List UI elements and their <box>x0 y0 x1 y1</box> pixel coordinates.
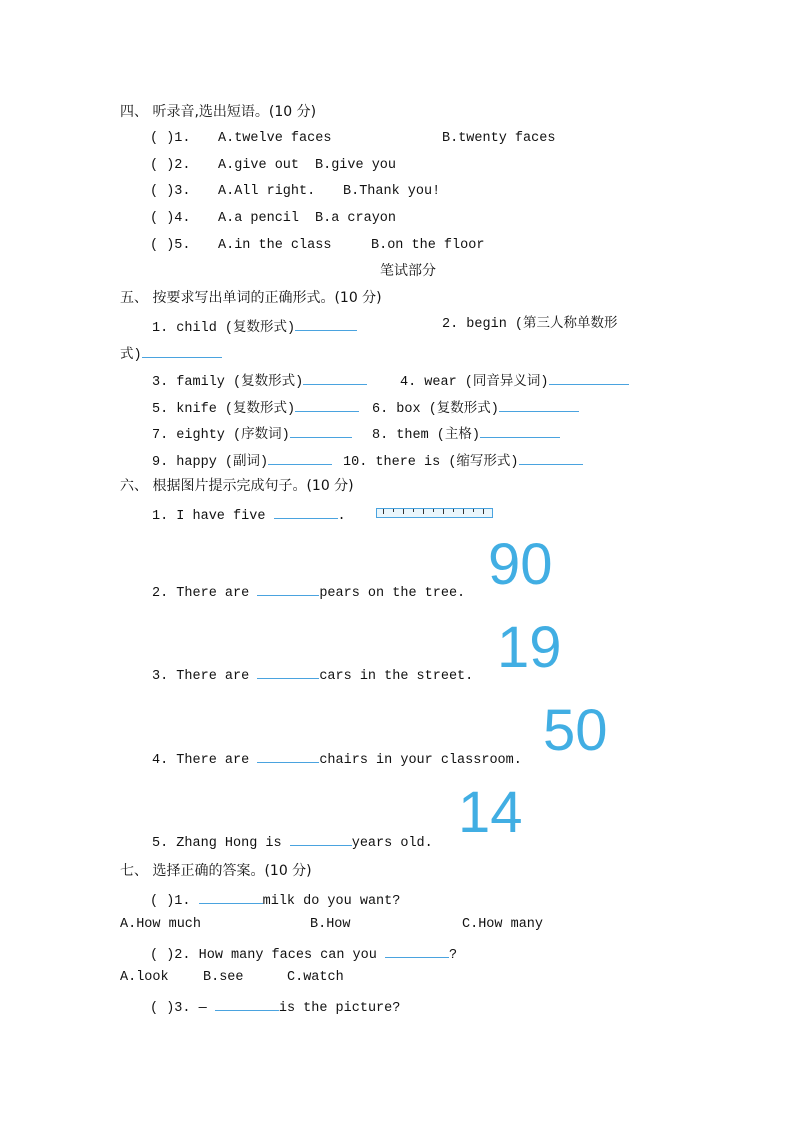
sec6-item-3: 3. There are cars in the street. <box>152 664 473 686</box>
sec6-item-2: 2. There are pears on the tree. <box>152 581 465 603</box>
sec4-q5-option-a: A.in the class <box>218 238 332 253</box>
sec5-item-5: 5. knife (复数形式) <box>152 397 359 419</box>
sec7-q1: ( )1. milk do you want? <box>150 889 400 911</box>
written-part-header: 笔试部分 <box>380 263 436 279</box>
sec7-q1-option-a: A.How much <box>120 917 202 932</box>
sec5-item-2-cont: 式) <box>120 343 222 365</box>
answer-blank[interactable] <box>290 831 352 846</box>
sec5-item-3: 3. family (复数形式) <box>152 370 367 392</box>
answer-blank[interactable] <box>303 370 367 385</box>
sec4-q2-option-a: A.give out <box>218 158 300 173</box>
sec4-q3-option-a: A.All right. <box>218 184 316 199</box>
answer-blank[interactable] <box>274 504 338 519</box>
answer-blank[interactable] <box>519 450 583 465</box>
sec5-item-4: 4. wear (同音异义词) <box>400 370 629 392</box>
sec4-q1-option-a: A.twelve faces <box>218 131 332 146</box>
answer-blank[interactable] <box>295 316 357 331</box>
sec4-q4-option-b: B.a crayon <box>315 211 397 226</box>
sec5-item-1: 1. child (复数形式) <box>152 316 357 338</box>
answer-blank[interactable] <box>142 343 222 358</box>
sec5-item-2: 2. begin (第三人称单数形 <box>442 317 618 332</box>
answer-blank[interactable] <box>257 748 319 763</box>
number-90-image: 90 <box>488 532 553 597</box>
sec6-item-5: 5. Zhang Hong is years old. <box>152 831 433 853</box>
ruler-image <box>376 508 493 518</box>
sec6-item-1: 1. I have five . <box>152 504 346 526</box>
sec4-q5-option-b: B.on the floor <box>371 238 485 253</box>
sec4-q4-option-a: A.a pencil <box>218 211 300 226</box>
sec7-q1-option-b: B.How <box>310 917 351 932</box>
sec4-q1-option-b: B.twenty faces <box>442 131 556 146</box>
sec7-q2-option-c: C.watch <box>287 970 344 985</box>
sec7-q1-option-c: C.How many <box>462 917 544 932</box>
sec7-q2-option-b: B.see <box>203 970 244 985</box>
sec5-item-8: 8. them (主格) <box>372 423 560 445</box>
answer-blank[interactable] <box>295 397 359 412</box>
answer-blank[interactable] <box>499 397 579 412</box>
number-19-image: 19 <box>497 615 562 680</box>
answer-blank[interactable] <box>290 423 352 438</box>
answer-blank[interactable] <box>385 943 449 958</box>
answer-blank[interactable] <box>549 370 629 385</box>
sec5-item-9: 9. happy (副词) <box>152 450 332 472</box>
sec4-q2-option-b: B.give you <box>315 158 397 173</box>
answer-blank[interactable] <box>257 664 319 679</box>
answer-blank[interactable] <box>199 889 263 904</box>
answer-blank[interactable] <box>215 996 279 1011</box>
section-4-title: 四、 听录音,选出短语。(10 分) <box>120 104 317 120</box>
answer-blank[interactable] <box>268 450 332 465</box>
sec4-q3-num: ( )3. <box>150 184 191 199</box>
number-50-image: 50 <box>543 698 608 763</box>
number-14-image: 14 <box>458 780 523 845</box>
sec5-item-7: 7. eighty (序数词) <box>152 423 352 445</box>
answer-blank[interactable] <box>257 581 319 596</box>
sec4-q4-num: ( )4. <box>150 211 191 226</box>
sec7-q3: ( )3. — is the picture? <box>150 996 400 1018</box>
section-7-title: 七、 选择正确的答案。(10 分) <box>120 863 312 879</box>
section-6-title: 六、 根据图片提示完成句子。(10 分) <box>120 478 354 494</box>
sec7-q2-option-a: A.look <box>120 970 169 985</box>
sec6-item-4: 4. There are chairs in your classroom. <box>152 748 522 770</box>
sec4-q3-option-b: B.Thank you! <box>343 184 441 199</box>
answer-blank[interactable] <box>480 423 560 438</box>
sec5-item-6: 6. box (复数形式) <box>372 397 579 419</box>
sec4-q2-num: ( )2. <box>150 158 191 173</box>
section-5-title: 五、 按要求写出单词的正确形式。(10 分) <box>120 290 382 306</box>
sec4-q5-num: ( )5. <box>150 238 191 253</box>
sec4-q1-num: ( )1. <box>150 131 191 146</box>
sec7-q2: ( )2. How many faces can you ? <box>150 943 457 965</box>
sec5-item-10: 10. there is (缩写形式) <box>343 450 583 472</box>
